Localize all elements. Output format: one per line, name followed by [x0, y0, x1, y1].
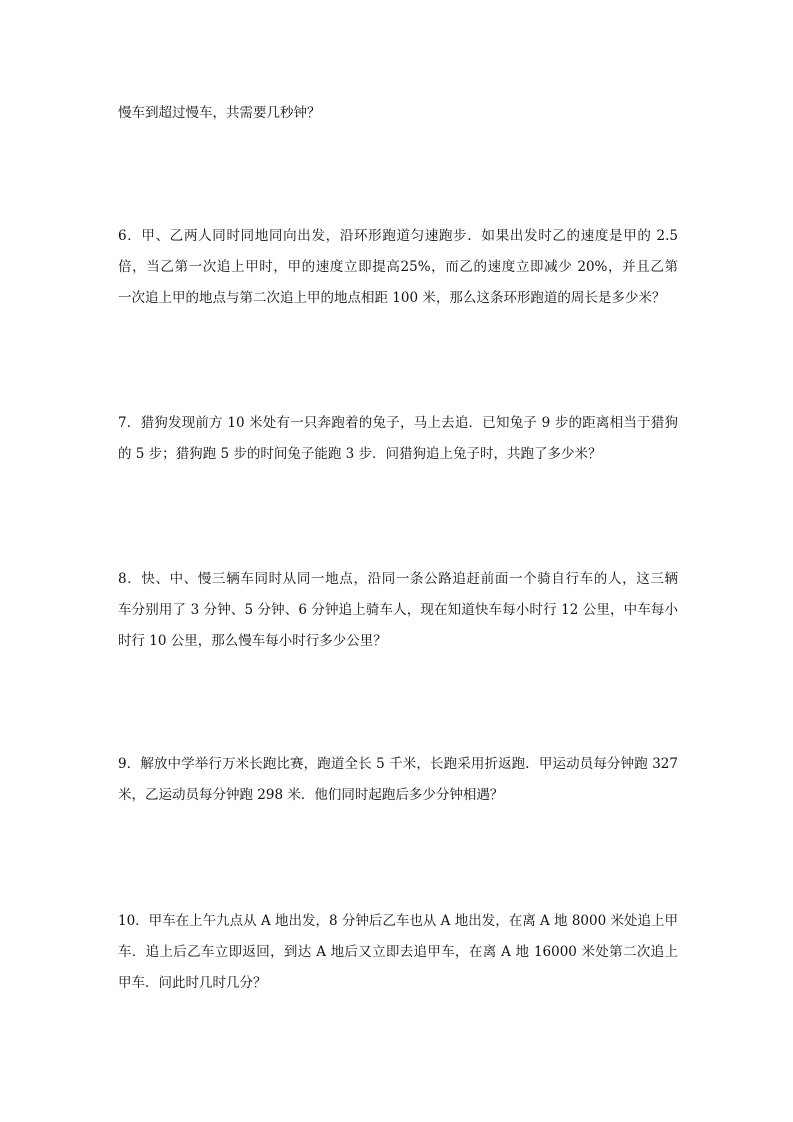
text-line: 慢车到超过慢车，共需要几秒钟？: [118, 105, 321, 121]
question-9: [118, 749, 678, 811]
text-line: 一次追上甲的地点与第二次追上甲的地点相距 100 米，那么这条环形跑道的周长是多少米？: [118, 290, 666, 306]
text-line: 车分别用了 3 分钟、5 分钟、6 分钟追上骑车人，现在知道快车每小时行 12 公里，中车每小: [118, 602, 678, 618]
text-line: 10．甲车在上午九点从 A 地出发，8 分钟后乙车也从 A 地出发，在离 A 地 8000 米处追上甲: [118, 913, 678, 929]
text-line: 车．追上后乙车立即返回，到达 A 地后又立即去追甲车，在离 A 地 16000 米处第二次追上: [118, 944, 678, 960]
text-line: 7．猎狗发现前方 10 米处有一只奔跑着的兔子，马上去追．已知兔子 9 步的距离相当于猎狗: [118, 415, 678, 431]
text-line: 倍，当乙第一次追上甲时，甲的速度立即提高25%，而乙的速度立即减少 20%，并且乙第: [118, 259, 678, 275]
text-line: 米，乙运动员每分钟跑 298 米．他们同时起跑后多少分钟相遇？: [118, 787, 504, 803]
question-8: [118, 564, 678, 657]
text-line: 8．快、中、慢三辆车同时从同一地点，沿同一条公路追赶前面一个骑自行车的人，这三辆: [118, 571, 678, 587]
question-7: [118, 408, 678, 470]
continued-question-text: [118, 98, 678, 129]
text-line: 甲车．问此时几时几分？: [118, 975, 267, 991]
text-line: 6．甲、乙两人同时同地同向出发，沿环形跑道匀速跑步．如果出发时乙的速度是甲的 2.5: [118, 228, 678, 244]
text-line: 的 5 步；猎狗跑 5 步的时间兔子能跑 3 步．问猎狗追上兔子时，共跑了多少米？: [118, 446, 602, 462]
text-line: 时行 10 公里，那么慢车每小时行多少公里？: [118, 633, 387, 649]
text-line: 9．解放中学举行万米长跑比赛，跑道全长 5 千米，长跑采用折返跑．甲运动员每分钟跑 327: [118, 756, 678, 772]
question-10: [118, 906, 678, 999]
question-6: [118, 221, 678, 314]
